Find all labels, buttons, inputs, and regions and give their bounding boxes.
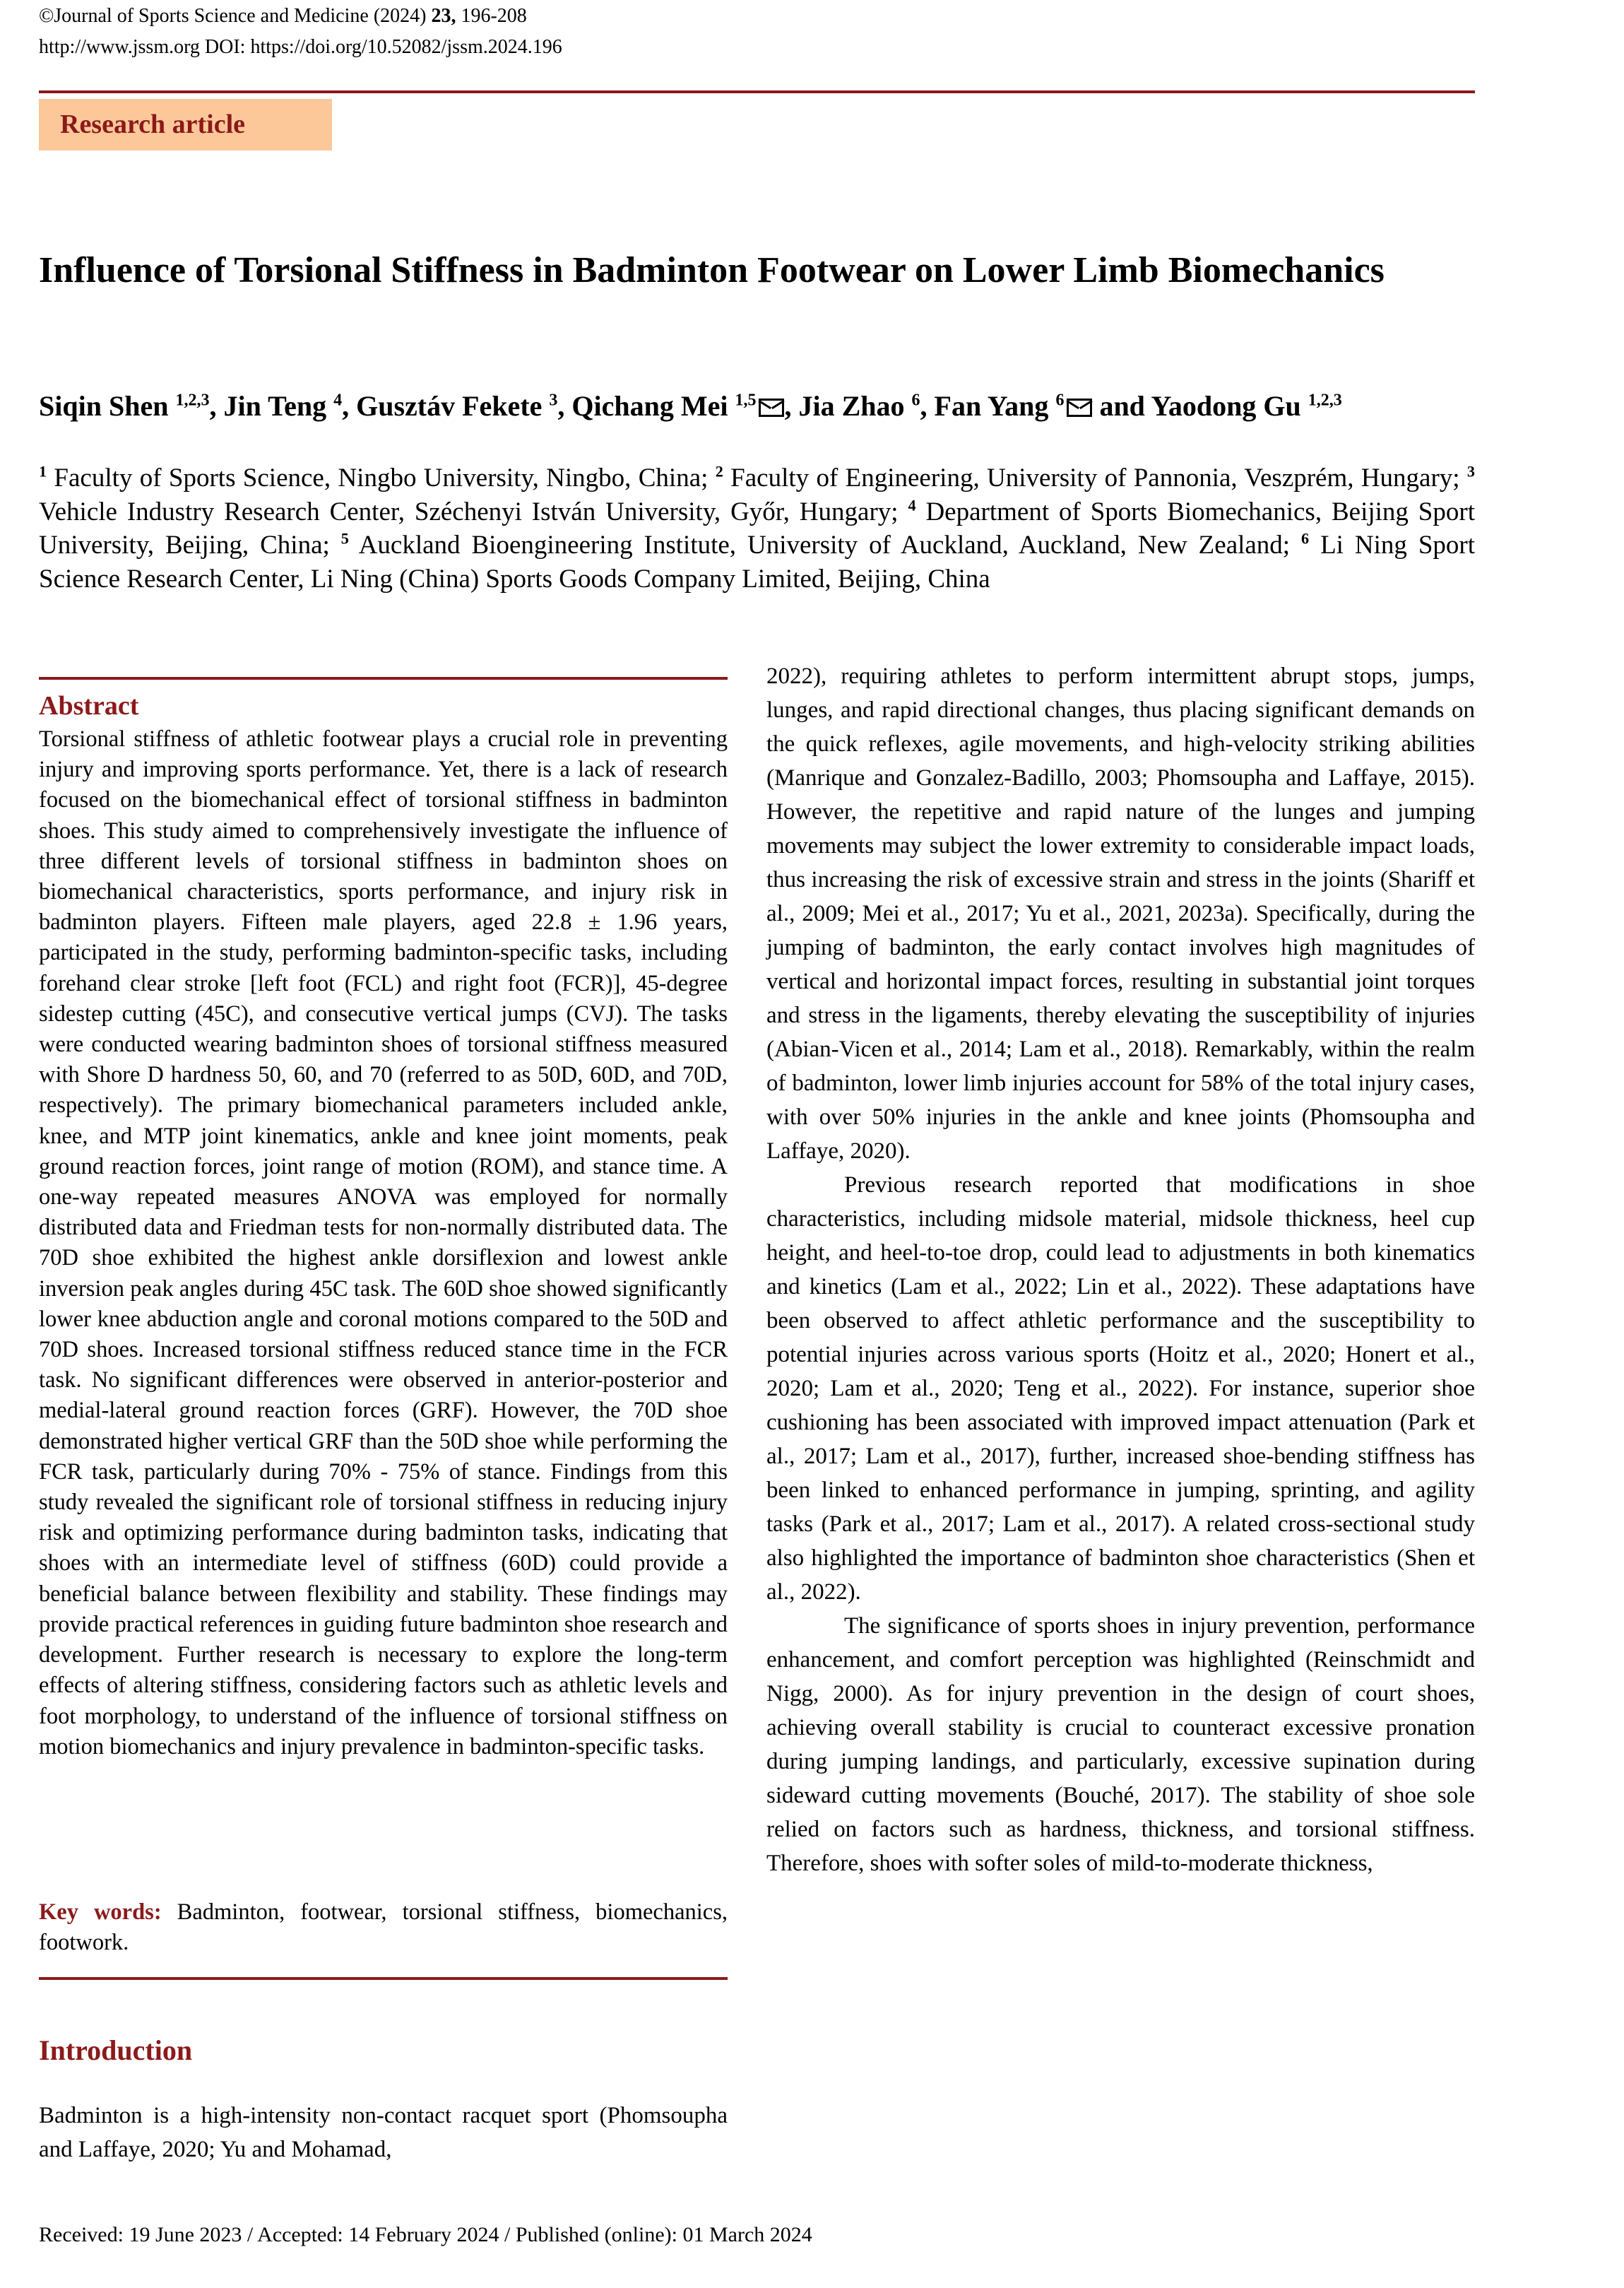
affiliation-number: 5 bbox=[340, 529, 349, 548]
author-name: Yaodong Gu bbox=[1151, 390, 1308, 422]
author-list bbox=[39, 387, 1475, 425]
affiliation-number: 2 bbox=[715, 462, 723, 480]
publication-dates: Received: 19 June 2023 / Accepted: 14 February 2024 / Published (online): 01 March 2024 bbox=[39, 2223, 812, 2246]
affiliation-number: 3 bbox=[1466, 462, 1475, 480]
affiliation-text: Department of Sports Biomechanics, Beijing Sport University, Beijing, China; bbox=[39, 497, 1475, 560]
affiliation-number: 6 bbox=[1301, 529, 1310, 548]
author-separator: , bbox=[784, 390, 799, 422]
author-affiliation-number: 6 bbox=[1055, 391, 1065, 410]
article-type-badge: Research article bbox=[39, 99, 332, 151]
author-affiliation-number: 1,2,3 bbox=[1308, 391, 1342, 410]
author-affiliation-number: 6 bbox=[911, 391, 920, 410]
abstract-top-rule bbox=[39, 677, 728, 680]
affiliation-number: 1 bbox=[39, 462, 47, 480]
author-separator: , bbox=[920, 390, 935, 422]
corresponding-author-envelope-icon[interactable] bbox=[1067, 399, 1092, 417]
corresponding-author-envelope-icon[interactable] bbox=[759, 399, 784, 417]
author-name: Siqin Shen bbox=[39, 390, 176, 422]
keywords: Key words: Badminton, footwear, torsional stiffness, biomechanics, footwork. bbox=[39, 1899, 728, 1956]
author-name: Qichang Mei bbox=[571, 390, 735, 422]
author-name: Fan Yang bbox=[934, 390, 1056, 422]
introduction-left-column: Badminton is a high-intensity non-contact racquet sport (Phomsoupha and Laffaye, 2020; Yu and Mohamad, bbox=[39, 2103, 728, 2162]
intro-paragraph-1-continued: 2022), requiring athletes to perform intermittent abrupt stops, jumps, lunges, and rapid directional changes, thus placing significant demands on the quick reflexes, agile movements, and high-velocity striking abilities (Manrique and Gonzalez-Badillo, 2003; Phomsoupha and Laffaye, 2015). However, the repetitive and rapid nature of the lunges and jumping movements may subject the lower extremity to considerable impact loads, thus increasing the risk of excessive strain and stress in the joints (Shariff et al., 2009; Mei et al., 2017; Yu et al., 2021, 2023a). Specifically, during the jumping of badminton, the early contact involves high magnitudes of vertical and horizontal impact forces, resulting in substantial joint torques and stress in the ligaments, thereby elevating the susceptibility of injuries (Abian-Vicen et al., 2014; Lam et al., 2018). Remarkably, within the realm of badminton, lower limb injuries account for 58% of the total injury cases, with over 50% injuries in the ankle and knee joints (Phomsoupha and Laffaye, 2020). bbox=[766, 664, 1475, 1164]
author-separator: , bbox=[557, 390, 572, 422]
affiliation-number: 4 bbox=[908, 496, 916, 514]
introduction-right-column bbox=[766, 659, 1475, 1880]
affiliation-text: Li Ning Sport Science Research Center, Li Ning (China) Sports Goods Company Limited, Beijing, China bbox=[39, 531, 1475, 594]
article-title: Influence of Torsional Stiffness in Badminton Footwear on Lower Limb Biomechanics bbox=[39, 250, 1385, 290]
affiliations bbox=[39, 461, 1475, 596]
affiliation-text: Faculty of Sports Science, Ningbo University, Ningbo, China; bbox=[47, 464, 716, 493]
author-separator: , bbox=[342, 390, 357, 422]
journal-url-doi: http://www.jssm.org DOI: https://doi.org/10.52082/jssm.2024.196 bbox=[39, 36, 562, 58]
author-affiliation-number: 3 bbox=[549, 391, 558, 410]
author-name: Jin Teng bbox=[223, 390, 334, 422]
affiliation-text: Vehicle Industry Research Center, Széchenyi István University, Győr, Hungary; bbox=[39, 497, 908, 526]
intro-paragraph-2: Previous research reported that modifications in shoe characteristics, including midsole material, midsole thickness, heel cup height, and heel-to-toe drop, could lead to adjustments in both kinematics and kinetics (Lam et al., 2022; Lin et al., 2022). These adaptations have been observed to affect athletic performance and the susceptibility to potential injuries across various sports (Hoitz et al., 2020; Honert et al., 2020; Lam et al., 2020; Teng et al., 2022). For instance, superior shoe cushioning has been associated with improved impact attenuation (Park et al., 2017; Lam et al., 2017), further, increased shoe-bending stiffness has been linked to enhanced performance in jumping, sprinting, and agility tasks (Park et al., 2017; Lam et al., 2017). A related cross-sectional study also highlighted the importance of badminton shoe characteristics (Shen et al., 2022). bbox=[766, 1172, 1475, 1605]
author-name: Gusztáv Fekete bbox=[356, 390, 550, 422]
author-name: Jia Zhao bbox=[798, 390, 912, 422]
journal-citation: ©Journal of Sports Science and Medicine (2024) 23, 196-208 bbox=[39, 5, 527, 27]
abstract-text: Torsional stiffness of athletic footwear plays a crucial role in preventing injury and improving sports performance. Yet, there is a lack of research focused on the biomechanical effect of torsional stiffness in badminton shoes. This study aimed to comprehensively investigate the influence of three different levels of torsional stiffness in badminton shoes on biomechanical characteristics, sports performance, and injury risk in badminton players. Fifteen male players, aged 22.8 ± 1.96 years, participated in the study, performing badminton-specific tasks, including forehand clear stroke [left foot (FCL) and right foot (FCR)], 45-degree sidestep cutting (45C), and consecutive vertical jumps (CVJ). The tasks were conducted wearing badminton shoes of torsional stiffness measured with Shore D hardness 50, 60, and 70 (referred to as 50D, 60D, and 70D, respectively). The primary biomechanical parameters included ankle, knee, and MTP joint kinematics, ankle and knee joint moments, peak ground reaction forces, joint range of motion (ROM), and stance time. A one-way repeated measures ANOVA was employed for normally distributed data and Friedman tests for non-normally distributed data. The 70D shoe exhibited the highest ankle dorsiflexion and lowest ankle inversion peak angles during 45C task. The 60D shoe showed significantly lower knee abduction angle and coronal motions compared to the 50D and 70D shoes. Increased torsional stiffness reduced stance time in the FCR task. No significant differences were observed in anterior-posterior and medial-lateral ground reaction forces (GRF). However, the 70D shoe demonstrated higher vertical GRF than the 50D shoe while performing the FCR task, particularly during 70% - 75% of stance. Findings from this study revealed the significant role of torsional stiffness in reducing injury risk and optimizing performance during badminton tasks, indicating that shoes with an intermediate level of stiffness (60D) could provide a beneficial balance between flexibility and stability. These findings may provide practical references in guiding future badminton shoe research and development. Further research is necessary to explore the long-term effects of altering stiffness, considering factors such as athletic levels and foot morphology, to understand of the influence of torsional stiffness on motion biomechanics and injury prevalence in badminton-specific tasks. bbox=[39, 726, 728, 1759]
author-affiliation-number: 4 bbox=[333, 391, 343, 410]
author-affiliation-number: 1,2,3 bbox=[175, 391, 210, 410]
header-rule bbox=[39, 90, 1475, 93]
abstract-bottom-rule bbox=[39, 1977, 728, 1980]
author-affiliation-number: 1,5 bbox=[735, 391, 757, 410]
affiliation-text: Faculty of Engineering, University of Pannonia, Veszprém, Hungary; bbox=[723, 464, 1467, 493]
abstract-heading: Abstract bbox=[39, 691, 139, 721]
intro-paragraph-3: The significance of sports shoes in injury prevention, performance enhancement, and comfort perception was highlighted (Reinschmidt and Nigg, 2000). As for injury prevention in the design of court shoes, achieving overall stability is crucial to counteract excessive pronation during jumping landings, and particularly, excessive supination during sideward cutting movements (Bouché, 2017). The stability of shoe sole relied on factors such as hardness, thickness, and torsional stiffness. Therefore, shoes with softer soles of mild-to-moderate thickness, bbox=[766, 1613, 1475, 1876]
affiliation-text: Auckland Bioengineering Institute, University of Auckland, Auckland, New Zealand; bbox=[348, 531, 1302, 560]
introduction-heading: Introduction bbox=[39, 2034, 193, 2066]
author-separator: and bbox=[1092, 390, 1151, 422]
author-separator: , bbox=[209, 390, 224, 422]
